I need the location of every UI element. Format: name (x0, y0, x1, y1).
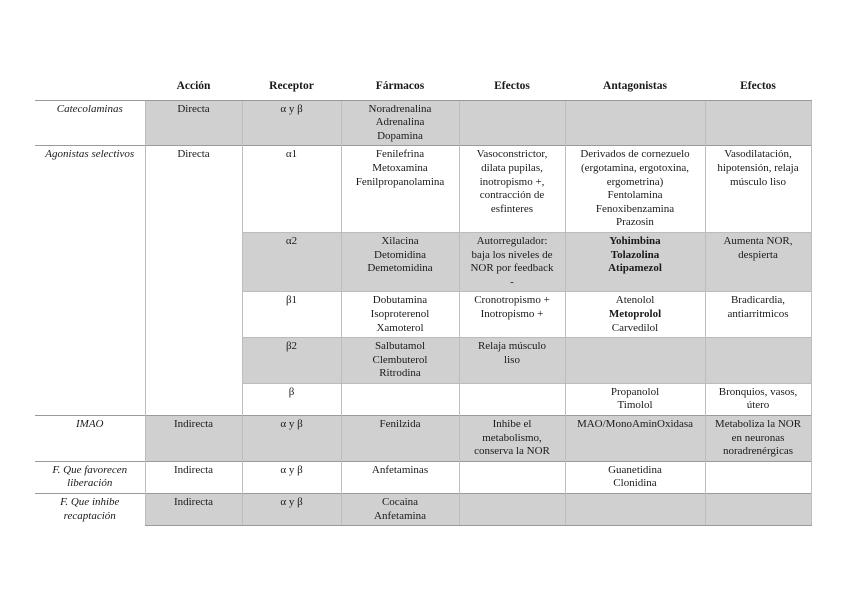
cell-efectos-2 (705, 461, 811, 493)
cell-line: músculo liso (730, 175, 786, 188)
cell-efectos (459, 232, 565, 291)
cell-accion: Directa (145, 146, 242, 416)
header-receptor: Receptor (242, 78, 341, 100)
cell-line: Relaja músculo (477, 340, 547, 353)
cell-line: - (510, 275, 514, 288)
header-empty (35, 78, 145, 100)
cell-line: metabolismo, (482, 431, 542, 444)
cell-line: Cocaina (381, 496, 419, 509)
cell-line: Cronotropismo + (474, 294, 550, 307)
cell-efectos (459, 146, 565, 233)
cell-line: baja los niveles de (471, 248, 553, 261)
cell-line: Atipamezol (608, 262, 662, 275)
cell-efectos (459, 100, 565, 146)
cell-line: Noradrenalina (368, 102, 432, 115)
cell-receptor: α y β (242, 100, 341, 146)
cell-line: Aumenta NOR, (723, 234, 793, 247)
cell-line: contracción de (479, 189, 545, 202)
row-label (35, 494, 145, 526)
table-row-recaptacion (35, 494, 811, 526)
cell-receptor: α y β (242, 461, 341, 493)
cell-line: Metaboliza la NOR (714, 418, 802, 431)
cell-antagonistas (565, 461, 705, 493)
cell-efectos-2 (705, 146, 811, 233)
cell-line: Fenilzida (379, 418, 421, 431)
cell-receptor: α y β (242, 416, 341, 462)
cell-line: Bronquios, vasos, (718, 385, 798, 398)
cell-line: Yohimbina (609, 234, 661, 247)
cell-line: Fentolamina (607, 189, 663, 202)
cell-farmacos (341, 416, 459, 462)
cell-line: Metoprolol (608, 307, 662, 320)
cell-efectos (459, 292, 565, 338)
cell-efectos (459, 416, 565, 462)
cell-efectos-2 (705, 494, 811, 526)
cell-farmacos (341, 461, 459, 493)
cell-line: Clembuterol (372, 353, 428, 366)
header-efectos: Efectos (459, 78, 565, 100)
cell-line: Clonidina (613, 477, 657, 490)
cell-efectos (459, 494, 565, 526)
cell-line: Vasoconstrictor, (476, 148, 548, 161)
cell-line: Salbutamol (374, 340, 426, 353)
cell-receptor: α2 (242, 232, 341, 291)
cell-efectos-2 (705, 100, 811, 146)
cell-line: Metoxamina (372, 161, 428, 174)
cell-antagonistas (565, 146, 705, 233)
pharmacology-table (35, 78, 812, 526)
cell-line: NOR por feedback (470, 262, 554, 275)
header-efectos-2: Efectos (705, 78, 811, 100)
row-label (35, 461, 145, 493)
cell-line: Xamoterol (376, 321, 424, 334)
cell-line: inotropismo +, (479, 175, 545, 188)
cell-efectos-2 (705, 292, 811, 338)
cell-line: Fenilefrina (375, 148, 425, 161)
cell-receptor: α y β (242, 494, 341, 526)
cell-line: Dobutamina (372, 294, 428, 307)
cell-line: Anfetamina (374, 509, 426, 522)
cell-line: Carvedilol (611, 321, 659, 334)
cell-line: Xilacina (381, 234, 419, 247)
cell-line: ergometrina) (606, 175, 664, 188)
cell-line: Derivados de cornezuelo (580, 148, 690, 161)
cell-efectos (459, 338, 565, 384)
table-row-catecolaminas (35, 100, 811, 146)
cell-line: Inotropismo + (480, 307, 544, 320)
cell-line: Bradicardia, (730, 294, 786, 307)
table-row-agonistas-a1 (35, 146, 811, 233)
cell-line: esfinteres (490, 202, 534, 215)
cell-efectos-2 (705, 338, 811, 384)
cell-efectos (459, 383, 565, 415)
cell-line: Adrenalina (375, 116, 425, 129)
cell-line: Dopamina (377, 129, 423, 142)
cell-line: Anfetaminas (371, 463, 429, 476)
header-accion: Acción (145, 78, 242, 100)
cell-line: Propanolol (610, 385, 660, 398)
table-row-liberacion (35, 461, 811, 493)
header-row (35, 78, 811, 100)
cell-efectos-2 (705, 383, 811, 415)
cell-antagonistas (565, 338, 705, 384)
cell-line: Prazosin (616, 216, 654, 229)
row-label: IMAO (35, 416, 145, 462)
cell-antagonistas (565, 383, 705, 415)
cell-line: Autorregulador: (476, 234, 548, 247)
cell-line: Atenolol (615, 294, 655, 307)
cell-line: Timolol (617, 399, 653, 412)
cell-accion: Indirecta (145, 461, 242, 493)
cell-antagonistas (565, 292, 705, 338)
row-label: Catecolaminas (56, 102, 123, 115)
cell-line: Fenoxibenzamina (595, 202, 675, 215)
cell-farmacos (341, 292, 459, 338)
cell-receptor: α1 (242, 146, 341, 233)
cell-line: Detomidina (374, 248, 426, 261)
cell-farmacos (341, 232, 459, 291)
cell-line: Ritrodina (379, 367, 421, 380)
cell-line: en neuronas (731, 431, 785, 444)
cell-line: Isoproterenol (370, 307, 430, 320)
cell-antagonistas (565, 100, 705, 146)
cell-line: Fenilpropanolamina (355, 175, 445, 188)
cell-line: Tolazolina (610, 248, 660, 261)
cell-line: útero (746, 399, 770, 412)
cell-farmacos (341, 494, 459, 526)
header-antagonistas: Antagonistas (565, 78, 705, 100)
cell-antagonistas (565, 232, 705, 291)
cell-accion: Directa (145, 100, 242, 146)
cell-efectos (459, 461, 565, 493)
cell-efectos-2 (705, 416, 811, 462)
cell-line: F. Que favorecen (52, 463, 128, 476)
cell-accion: Indirecta (145, 416, 242, 462)
cell-receptor: β1 (242, 292, 341, 338)
row-label: Agonistas selectivos (35, 146, 145, 416)
cell-line: (ergotamina, ergotoxina, (580, 161, 690, 174)
cell-farmacos (341, 146, 459, 233)
cell-accion: Indirecta (145, 494, 242, 526)
cell-antagonistas (565, 494, 705, 526)
cell-line: noradrenérgicas (722, 445, 794, 458)
cell-line: liberación (67, 477, 113, 490)
cell-farmacos (341, 100, 459, 146)
cell-efectos-2 (705, 232, 811, 291)
cell-receptor: β2 (242, 338, 341, 384)
cell-farmacos (341, 383, 459, 415)
cell-line: antiarritmicos (727, 307, 789, 320)
cell-line: Vasodilatación, (724, 148, 792, 161)
cell-farmacos (341, 338, 459, 384)
cell-line: F. Que inhibe (60, 496, 120, 509)
cell-line: hipotensión, relaja (717, 161, 799, 174)
cell-line: Inhibe el (492, 418, 532, 431)
cell-line: Guanetidina (608, 463, 662, 476)
cell-antagonistas (565, 416, 705, 462)
cell-receptor: β (242, 383, 341, 415)
cell-line: liso (504, 353, 520, 366)
cell-line: Demetomidina (367, 262, 433, 275)
cell-line: recaptación (63, 509, 116, 522)
table-row-imao (35, 416, 811, 462)
cell-line: MAO/MonoAminOxidasa (576, 418, 694, 431)
cell-line: dilata pupilas, (481, 161, 543, 174)
cell-line: conserva la NOR (474, 445, 550, 458)
cell-line: despierta (738, 248, 778, 261)
header-farmacos: Fármacos (341, 78, 459, 100)
